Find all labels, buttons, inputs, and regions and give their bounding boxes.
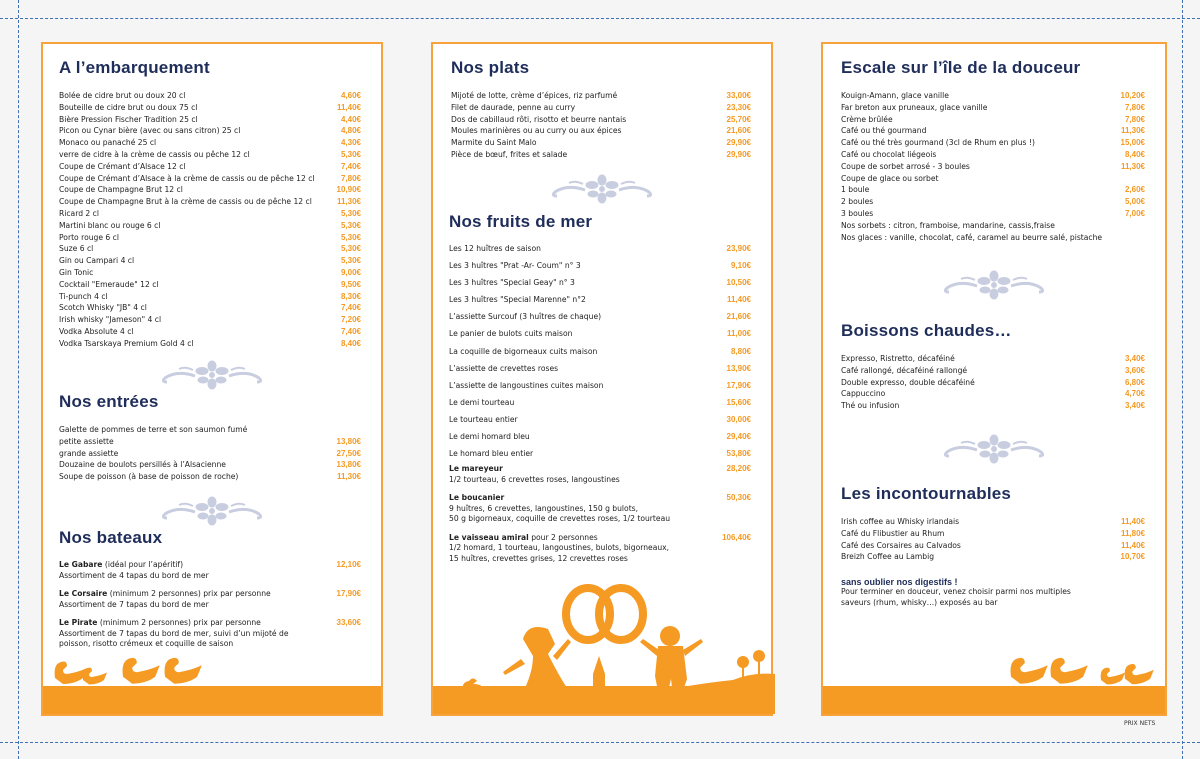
menu-formula-name <box>59 618 261 629</box>
menu-item-price: 5,30€ <box>340 220 361 230</box>
menu-item <box>841 125 1145 137</box>
ornament-icon <box>547 174 657 204</box>
section-incontournables <box>841 484 1145 608</box>
menu-item <box>59 255 361 267</box>
formula-title: Le Corsaire <box>59 589 108 598</box>
menu-item <box>59 279 361 291</box>
formula-description: 1/2 homard, 1 tourteau, langoustines, bulots, bigorneaux, <box>449 543 670 553</box>
menu-item-name: Ti-punch 4 cl <box>59 291 108 301</box>
menu-item <box>841 232 1145 244</box>
menu-item-name: Dos de cabillaud rôti, risotto et beurre nantais <box>451 114 627 124</box>
menu-item-name: Café ou thé gourmand <box>841 126 927 136</box>
menu-item <box>449 308 751 325</box>
menu-item <box>841 196 1145 208</box>
menu-item <box>59 184 361 196</box>
menu-item-price: 13,80€ <box>336 460 361 470</box>
menu-item <box>59 137 361 149</box>
menu-item <box>59 326 361 338</box>
menu-item-name: Coupe de Crémant d’Alsace 12 cl <box>59 161 186 171</box>
menu-item-name: Les 3 huîtres "Special Geay" n° 3 <box>449 278 575 288</box>
menu-item-price: 7,40€ <box>340 161 361 171</box>
menu-formula-header <box>449 533 751 544</box>
menu-item-price: 29,90€ <box>726 149 751 159</box>
menu-item-name: Les 12 huîtres de saison <box>449 244 541 253</box>
menu-item <box>449 445 751 462</box>
menu-item-name: Le panier de bulots cuits maison <box>449 329 573 339</box>
ornament-icon <box>939 270 1049 300</box>
menu-item-price: 11,30€ <box>336 472 361 482</box>
menu-item-price: 50,30€ <box>726 493 751 503</box>
menu-item <box>841 114 1145 126</box>
menu-item <box>449 257 751 274</box>
menu-item-price: 11,30€ <box>1120 161 1145 171</box>
menu-item-price: 4,30€ <box>340 138 361 148</box>
menu-item <box>841 208 1145 220</box>
menu-item-name: Ricard 2 cl <box>59 208 99 218</box>
menu-item <box>59 173 361 185</box>
menu-item-price: 8,30€ <box>340 291 361 301</box>
menu-item-name: Nos sorbets : citron, framboise, mandarine, cassis,fraise <box>841 220 1055 230</box>
menu-item-name: Coupe de Crémant d’Alsace à la crème de cassis ou de pêche 12 cl <box>59 173 315 183</box>
menu-item <box>841 184 1145 196</box>
menu-item-price: 5,00€ <box>1124 197 1145 207</box>
menu-formula-header <box>59 618 361 629</box>
menu-formula-header <box>59 589 361 600</box>
menu-item-price: 25,70€ <box>726 114 751 124</box>
menu-item-price: 23,90€ <box>726 244 751 253</box>
menu-item-price: 5,30€ <box>340 244 361 254</box>
menu-item-name: Les 3 huîtres "Prat -Ar- Coum" n° 3 <box>449 261 581 271</box>
menu-item <box>59 90 361 102</box>
menu-item <box>841 353 1145 365</box>
formula-subtitle: (minimum 2 personnes) prix par personne <box>107 589 271 598</box>
menu-item <box>59 125 361 137</box>
menu-item-price: 11,00€ <box>726 329 751 339</box>
menu-item-name: Suze 6 cl <box>59 244 94 254</box>
menu-item-name: Galette de pommes de terre et son saumon fumé <box>59 425 248 434</box>
menu-item <box>59 424 361 436</box>
menu-item <box>841 377 1145 389</box>
menu-formula-header <box>59 560 361 571</box>
section-bateaux <box>59 528 361 658</box>
menu-item-price: 21,60€ <box>726 126 751 136</box>
menu-item-price: 4,80€ <box>340 126 361 136</box>
menu-item-price: 2,60€ <box>1124 185 1145 195</box>
section-title: Nos fruits de mer <box>449 212 593 231</box>
menu-item-price: 33,60€ <box>336 618 361 627</box>
menu-formula-header <box>449 464 751 475</box>
duck-icon <box>1051 658 1088 688</box>
menu-item <box>841 516 1145 528</box>
menu-item-price: 7,80€ <box>1124 102 1145 112</box>
menu-item <box>59 196 361 208</box>
menu-item <box>449 291 751 308</box>
menu-item-name: 2 boules <box>841 197 874 207</box>
menu-item-name: Cocktail "Emeraude" 12 cl <box>59 279 159 289</box>
menu-item <box>841 551 1145 563</box>
prix-nets-note: PRIX NETS <box>1124 720 1156 727</box>
menu-item <box>451 102 751 114</box>
formula-title: Le boucanier <box>449 493 505 503</box>
menu-item <box>59 102 361 114</box>
menu-item-price: 11,40€ <box>1120 517 1145 526</box>
menu-item <box>59 338 361 350</box>
section-douceur <box>841 58 1145 243</box>
menu-item-name: Far breton aux pruneaux, glace vanille <box>841 102 988 112</box>
breton-children-illustration-icon <box>433 584 775 714</box>
duck-icon <box>1011 658 1048 688</box>
menu-item-name: Douzaine de boulots persillés à l’Alsacienne <box>59 460 226 470</box>
menu-formula-name <box>449 464 503 475</box>
section-entrees <box>59 392 361 483</box>
formula-description: Assortiment de 7 tapas du bord de mer, suivi d’un mijoté de <box>59 628 289 638</box>
menu-item <box>449 343 751 360</box>
menu-item-name: Mijoté de lotte, crème d’épices, riz parfumé <box>451 91 618 100</box>
menu-item <box>59 291 361 303</box>
menu-item-name: Porto rouge 6 cl <box>59 232 119 242</box>
digestifs-title: sans oublier nos digestifs ! <box>841 577 958 588</box>
menu-item-price: 27,50€ <box>336 448 361 458</box>
menu-item-price: 11,40€ <box>1120 540 1145 550</box>
menu-item-name: Café rallongé, décaféiné rallongé <box>841 365 968 375</box>
menu-item-name: Moules marinières ou au curry ou aux épices <box>451 126 622 136</box>
menu-item <box>59 149 361 161</box>
section-boissons-chaudes <box>841 321 1145 412</box>
menu-formula <box>449 464 751 485</box>
menu-item-price: 13,90€ <box>726 363 751 373</box>
formula-subtitle: (minimum 2 personnes) prix par personne <box>97 618 261 627</box>
menu-item <box>841 137 1145 149</box>
formula-description: Assortiment de 4 tapas du bord de mer <box>59 570 209 580</box>
menu-item <box>59 436 361 448</box>
menu-item-name: L’assiette Surcouf (3 huîtres de chaque) <box>449 312 602 322</box>
menu-item <box>59 448 361 460</box>
section-title: Boissons chaudes… <box>841 321 1012 340</box>
menu-item-name: Coupe de sorbet arrosé - 3 boules <box>841 161 970 171</box>
menu-formula-name <box>449 533 598 544</box>
menu-item-name: Picon ou Cynar bière (avec ou sans citron) 25 cl <box>59 126 241 136</box>
menu-item-price: 11,40€ <box>726 295 751 305</box>
menu-item-name: Expresso, Ristretto, décaféiné <box>841 354 955 363</box>
menu-item-price: 30,00€ <box>726 414 751 424</box>
duck-icon <box>55 662 87 689</box>
menu-item-name: grande assiette <box>59 448 119 458</box>
menu-item-name: Vodka Tsarskaya Premium Gold 4 cl <box>59 338 194 348</box>
menu-item <box>449 428 751 445</box>
menu-item-name: L’assiette de langoustines cuites maison <box>449 380 604 390</box>
menu-item-price: 7,80€ <box>1124 114 1145 124</box>
menu-formula <box>59 589 361 610</box>
menu-item <box>59 471 361 483</box>
digestifs-text-1: Pour terminer en douceur, venez choisir parmi nos multiples <box>841 587 1071 597</box>
menu-item-name: Le demi homard bleu <box>449 432 530 442</box>
duck-icon <box>1101 668 1125 688</box>
menu-item-name: L’assiette de crevettes roses <box>449 363 559 373</box>
menu-item-name: Les 3 huîtres "Special Marenne" n°2 <box>449 295 586 305</box>
menu-item <box>59 220 361 232</box>
menu-item-price: 13,80€ <box>336 436 361 446</box>
ducks-illustration-icon <box>43 654 385 714</box>
menu-item-price: 21,60€ <box>726 312 751 322</box>
menu-item <box>451 90 751 102</box>
menu-item-name: Irish coffee au Whisky irlandais <box>841 517 960 526</box>
section-fruits-de-mer <box>449 212 751 572</box>
menu-item-price: 5,30€ <box>340 232 361 242</box>
formula-subtitle: (idéal pour l’apéritif) <box>102 560 184 569</box>
menu-item-name: Breizh Coffee au Lambig <box>841 552 935 562</box>
formula-description: 1/2 tourteau, 6 crevettes roses, langoustines <box>449 474 620 484</box>
menu-item-name: Scotch Whisky "JB" 4 cl <box>59 303 147 313</box>
menu-item-name: Martini blanc ou rouge 6 cl <box>59 220 161 230</box>
menu-item-name: Kouign-Amann, glace vanille <box>841 91 949 100</box>
menu-item-name: Monaco ou panaché 25 cl <box>59 138 157 148</box>
section-title: A l’embarquement <box>59 58 210 77</box>
menu-item-price: 8,40€ <box>340 338 361 348</box>
section-title: Nos plats <box>451 58 530 77</box>
menu-item-price: 29,90€ <box>726 138 751 148</box>
menu-item-name: Café ou chocolat liégeois <box>841 149 937 159</box>
formula-title: Le Pirate <box>59 618 98 627</box>
menu-item <box>841 149 1145 161</box>
menu-item-name: Coupe de glace ou sorbet <box>841 173 939 183</box>
formula-title: Le Gabare <box>59 560 103 569</box>
menu-item <box>449 325 751 342</box>
menu-item-name: Pièce de bœuf, frites et salade <box>451 149 568 159</box>
menu-item <box>451 125 751 137</box>
menu-item-price: 106,40€ <box>722 532 751 542</box>
menu-item-price: 15,00€ <box>1120 138 1145 148</box>
menu-item-name: Double expresso, double décaféiné <box>841 377 975 387</box>
menu-item <box>841 102 1145 114</box>
menu-item-price: 12,10€ <box>336 560 361 569</box>
duck-icon <box>123 658 160 688</box>
section-embarquement <box>59 58 361 350</box>
menu-item-price: 6,80€ <box>1124 377 1145 387</box>
menu-formula-name <box>449 493 504 504</box>
menu-item <box>59 314 361 326</box>
menu-item <box>841 400 1145 412</box>
menu-item-name: Soupe de poisson (à base de poisson de roche) <box>59 472 239 482</box>
menu-item-price: 9,10€ <box>730 261 751 271</box>
duck-icon <box>1125 664 1154 688</box>
menu-item-price: 11,30€ <box>1120 126 1145 136</box>
menu-item-name: Le tourteau entier <box>449 414 518 424</box>
menu-item-name: Coupe de Champagne Brut à la crème de cassis ou de pêche 12 cl <box>59 197 312 207</box>
menu-item <box>59 161 361 173</box>
menu-item <box>449 411 751 428</box>
menu-item <box>451 114 751 126</box>
section-title: Escale sur l’île de la douceur <box>841 58 1081 77</box>
menu-item-price: 7,40€ <box>340 303 361 313</box>
menu-item-price: 23,30€ <box>726 102 751 112</box>
section-title: Nos entrées <box>59 392 159 411</box>
menu-item-name: Le homard bleu entier <box>449 449 534 459</box>
menu-panel-left <box>41 42 383 716</box>
menu-item-price: 3,40€ <box>1124 401 1145 411</box>
menu-item <box>841 540 1145 552</box>
menu-item <box>59 114 361 126</box>
section-plats <box>451 58 751 161</box>
menu-item <box>59 208 361 220</box>
menu-item-name: Le demi tourteau <box>449 397 515 407</box>
menu-item-name: 3 boules <box>841 208 874 218</box>
menu-item <box>841 388 1145 400</box>
menu-item-price: 17,90€ <box>336 589 361 598</box>
menu-item-price: 5,30€ <box>340 149 361 159</box>
menu-item-price: 8,80€ <box>730 346 751 356</box>
formula-title: Le vaisseau amiral <box>449 532 529 542</box>
section-title: Nos bateaux <box>59 528 163 547</box>
section-title: Les incontournables <box>841 484 1012 503</box>
menu-item <box>59 243 361 255</box>
menu-item-price: 11,40€ <box>336 102 361 112</box>
cut-line-left <box>18 0 19 759</box>
menu-item-name: Gin Tonic <box>59 267 94 277</box>
menu-item-name: Thé ou infusion <box>841 401 900 411</box>
menu-item <box>841 365 1145 377</box>
menu-item <box>841 220 1145 232</box>
duck-icon <box>165 658 202 688</box>
ornament-icon <box>157 496 267 526</box>
menu-item-name: Bière Pression Fischer Tradition 25 cl <box>59 114 198 124</box>
menu-item-price: 29,40€ <box>726 432 751 442</box>
menu-item-price: 10,50€ <box>726 278 751 288</box>
formula-description: Assortiment de 7 tapas du bord de mer <box>59 599 209 609</box>
menu-item-price: 3,60€ <box>1124 365 1145 375</box>
menu-item-name: Irish whisky "Jameson" 4 cl <box>59 315 162 325</box>
menu-item-price: 11,30€ <box>336 197 361 207</box>
menu-item-name: 1 boule <box>841 185 870 195</box>
menu-item-name: verre de cidre à la crème de cassis ou pêche 12 cl <box>59 149 250 159</box>
menu-item-price: 7,80€ <box>340 173 361 183</box>
menu-item <box>841 528 1145 540</box>
menu-item-price: 10,70€ <box>1120 552 1145 562</box>
formula-description: 9 huîtres, 6 crevettes, langoustines, 150 g bulots, <box>449 503 639 513</box>
menu-item <box>451 149 751 161</box>
menu-item <box>449 394 751 411</box>
menu-item-price: 9,50€ <box>340 279 361 289</box>
menu-formula <box>59 618 361 650</box>
menu-formula <box>59 560 361 581</box>
menu-item <box>59 232 361 244</box>
menu-item <box>841 161 1145 173</box>
cut-line-top <box>0 18 1200 19</box>
menu-item-name: Nos glaces : vanille, chocolat, café, caramel au beurre salé, pistache <box>841 232 1103 242</box>
menu-item <box>449 377 751 394</box>
menu-formula <box>449 493 751 525</box>
menu-item-price: 4,70€ <box>1124 389 1145 399</box>
formula-description: poisson, risotto crémeux et coquille de saison <box>59 639 234 648</box>
menu-panel-right <box>821 42 1167 716</box>
digestifs-text-2: saveurs (rhum, whisky…) exposés au bar <box>841 597 998 607</box>
menu-item <box>841 173 1145 185</box>
menu-item <box>59 459 361 471</box>
menu-item-price: 11,80€ <box>1120 528 1145 538</box>
menu-item <box>59 302 361 314</box>
menu-panel-middle <box>431 42 773 716</box>
cut-line-right <box>1182 0 1183 759</box>
menu-item-name: Filet de daurade, penne au curry <box>451 102 576 112</box>
formula-subtitle: pour 2 personnes <box>528 532 598 542</box>
menu-item-name: Bolée de cidre brut ou doux 20 cl <box>59 91 186 100</box>
menu-item <box>449 274 751 291</box>
menu-formula-name <box>59 589 271 600</box>
cut-line-bottom <box>0 742 1200 743</box>
ornament-icon <box>939 434 1049 464</box>
menu-item-price: 10,20€ <box>1120 91 1145 100</box>
menu-item-name: Café du Flibustier au Rhum <box>841 528 945 538</box>
menu-item-name: Cappuccino <box>841 389 886 399</box>
menu-item-price: 3,40€ <box>1124 354 1145 363</box>
menu-item <box>449 240 751 257</box>
menu-item-price: 10,90€ <box>336 185 361 195</box>
menu-item <box>451 137 751 149</box>
menu-item-price: 5,30€ <box>340 208 361 218</box>
menu-item-price: 5,30€ <box>340 256 361 266</box>
menu-item-price: 28,20€ <box>726 464 751 474</box>
menu-item-name: Café des Corsaires au Calvados <box>841 540 961 550</box>
menu-item <box>841 90 1145 102</box>
menu-item-name: Vodka Absolute 4 cl <box>59 326 134 336</box>
duck-icon <box>83 668 107 688</box>
menu-item-price: 8,40€ <box>1124 149 1145 159</box>
menu-item-price: 9,00€ <box>340 267 361 277</box>
menu-item-price: 7,20€ <box>340 315 361 325</box>
ducks-illustration-icon <box>823 654 1169 714</box>
menu-item-name: Gin ou Campari 4 cl <box>59 256 135 266</box>
formula-title: Le mareyeur <box>449 464 503 474</box>
menu-item <box>59 267 361 279</box>
menu-item-name: Marmite du Saint Malo <box>451 138 537 148</box>
formula-description: 50 g bigorneaux, coquille de crevettes roses, 1/2 tourteau <box>449 514 671 524</box>
menu-item-price: 53,80€ <box>726 449 751 459</box>
menu-item-price: 7,40€ <box>340 326 361 336</box>
menu-formula-name <box>59 560 183 571</box>
menu-item-name: Bouteille de cidre brut ou doux 75 cl <box>59 102 198 112</box>
menu-item-price: 4,60€ <box>340 91 361 100</box>
menu-item-name: petite assiette <box>59 436 114 446</box>
menu-item-price: 15,60€ <box>726 397 751 407</box>
menu-item-price: 33,00€ <box>726 91 751 100</box>
menu-item-name: Coupe de Champagne Brut 12 cl <box>59 185 183 195</box>
menu-item-name: Crème brûlée <box>841 114 893 124</box>
menu-item <box>449 360 751 377</box>
formula-description: 15 huîtres, crevettes grises, 12 crevettes roses <box>449 553 628 563</box>
ornament-icon <box>157 360 267 390</box>
menu-item-name: La coquille de bigorneaux cuits maison <box>449 346 598 356</box>
menu-formula <box>449 533 751 565</box>
menu-item-price: 4,40€ <box>340 114 361 124</box>
menu-formula-header <box>449 493 751 504</box>
menu-item-name: Café ou thé très gourmand (3cl de Rhum en plus !) <box>841 138 1035 148</box>
menu-item-price: 7,00€ <box>1124 208 1145 218</box>
menu-item-price: 17,90€ <box>726 380 751 390</box>
